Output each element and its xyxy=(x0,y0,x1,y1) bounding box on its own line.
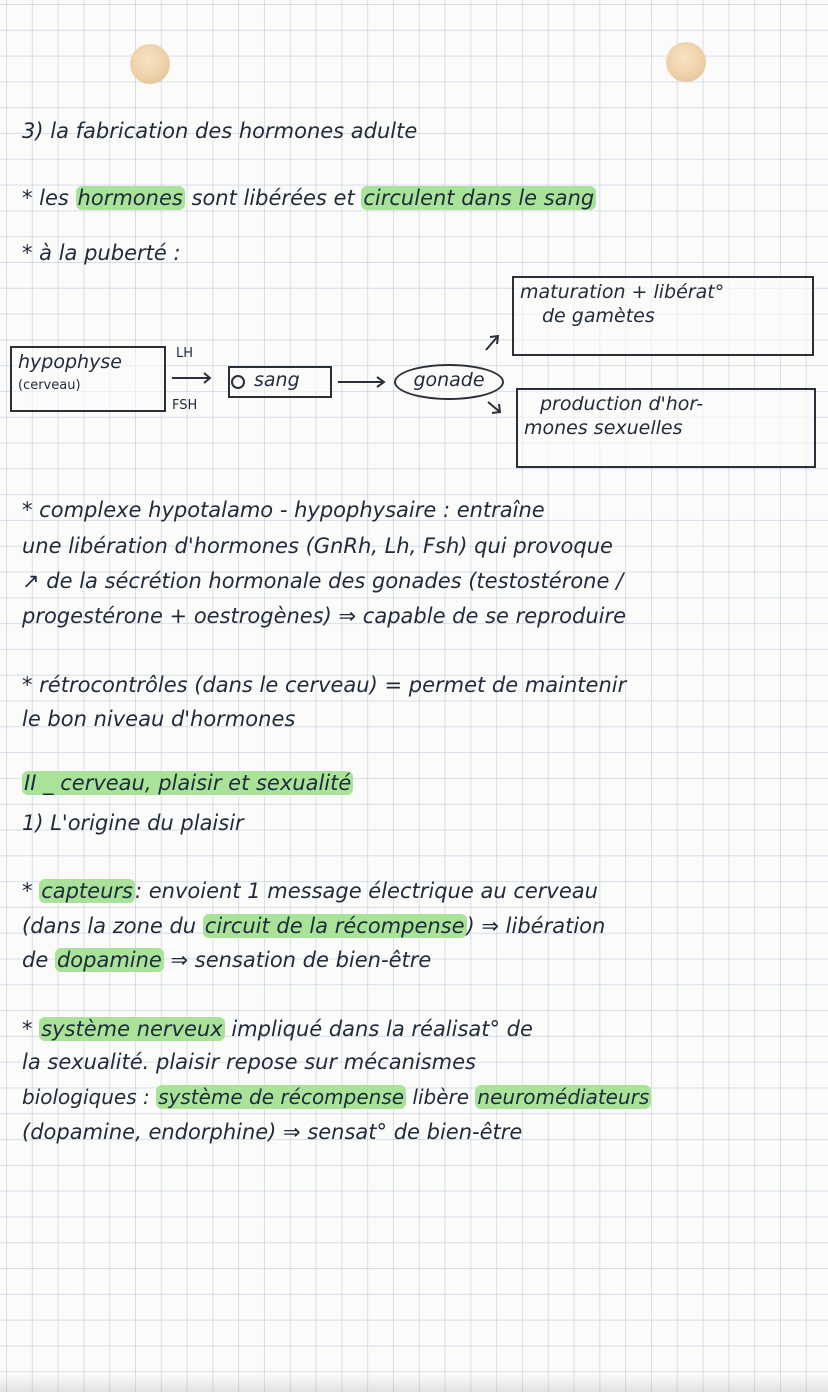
capteurs-line-3: de dopamine ⇒ sensation de bien-être xyxy=(22,948,432,972)
systeme-line-3: biologiques : système de récompense libère neuromédiateurs xyxy=(22,1085,650,1109)
capteurs-line-1: * capteurs: envoient 1 message électrique au cerveau xyxy=(22,879,598,903)
lh-label: LH xyxy=(176,346,194,361)
section-2-title: II _ cerveau, plaisir et sexualité xyxy=(24,771,352,795)
gonade-oval: gonade xyxy=(394,364,504,400)
highlight-systeme-recompense: système de récompense xyxy=(158,1085,405,1109)
complexe-line-1: * complexe hypotalamo - hypophysaire : entraîne xyxy=(22,498,545,522)
systeme-line-2: la sexualité. plaisir repose sur mécanismes xyxy=(22,1050,476,1074)
highlight-systeme-nerveux: système nerveux xyxy=(41,1017,223,1041)
sang-box: sang xyxy=(228,366,332,398)
page-bottom-edge xyxy=(0,1374,828,1392)
highlight-circuit: circuit de la récompense xyxy=(204,914,465,938)
retro-line-1: * rétrocontrôles (dans le cerveau) = permet de maintenir xyxy=(22,673,627,697)
complexe-line-3: ↗ de la sécrétion hormonale des gonades (testostérone / xyxy=(22,569,624,593)
fsh-label: FSH xyxy=(172,398,198,413)
puberty-line: * à la puberté : xyxy=(22,241,181,265)
hypophyse-box: hypophyse (cerveau) xyxy=(10,346,166,412)
capteurs-line-2: (dans la zone du circuit de la récompense) ⇒ libération xyxy=(22,914,606,938)
diagram-arrows xyxy=(0,0,828,500)
production-box: production d'hor- mones sexuelles xyxy=(516,388,816,468)
highlight-dopamine: dopamine xyxy=(56,948,162,972)
highlight-neuromediateurs: neuromédiateurs xyxy=(477,1085,650,1109)
highlight-hormones: hormones xyxy=(77,186,183,210)
section-3-title: 3) la fabrication des hormones adulte xyxy=(22,119,418,143)
complexe-line-2: une libération d'hormones (GnRh, Lh, Fsh) qui provoque xyxy=(22,534,613,558)
highlight-capteurs: capteurs xyxy=(41,879,133,903)
systeme-line-1: * système nerveux impliqué dans la réalisat° de xyxy=(22,1017,533,1041)
highlight-circulate: circulent dans le sang xyxy=(363,186,595,210)
retro-line-2: le bon niveau d'hormones xyxy=(22,707,296,731)
complexe-line-4: progestérone + oestrogènes) ⇒ capable de se reproduire xyxy=(22,604,627,628)
hormones-released-line: * les hormones sont libérées et circulent dans le sang xyxy=(22,186,595,210)
small-circle-icon xyxy=(232,376,244,388)
maturation-box: maturation + libérat° de gamètes xyxy=(512,276,814,356)
systeme-line-4: (dopamine, endorphine) ⇒ sensat° de bien-être xyxy=(22,1120,523,1144)
section-2-subtitle: 1) L'origine du plaisir xyxy=(22,811,244,835)
arrow-down xyxy=(488,402,500,412)
